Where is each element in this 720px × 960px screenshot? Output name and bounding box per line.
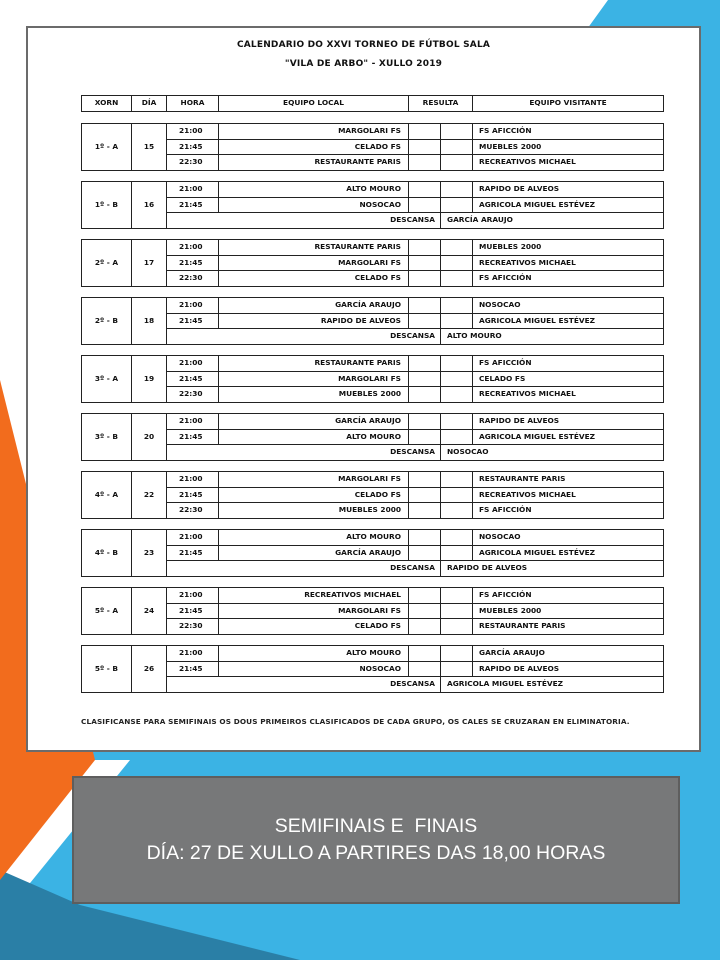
away-team: AGRICOLA MIGUEL ESTÉVEZ <box>473 429 664 445</box>
match-row <box>82 298 664 314</box>
home-score <box>409 356 441 372</box>
home-score <box>409 588 441 604</box>
home-team: ALTO MOURO <box>219 646 409 662</box>
away-team: CELADO FS <box>473 371 664 387</box>
round-day: 20 <box>132 414 167 461</box>
match-row <box>82 646 664 662</box>
round-label: 4º - A <box>82 472 132 519</box>
away-team: RECREATIVOS MICHAEL <box>473 255 664 271</box>
match-row <box>82 545 664 561</box>
round-label: 2º - B <box>82 298 132 345</box>
match-row <box>82 240 664 256</box>
round-label: 3º - A <box>82 356 132 403</box>
away-score <box>441 661 473 677</box>
round-table <box>81 645 664 693</box>
rest-row <box>82 329 664 345</box>
rest-team: GARCÍA ARAUJO <box>441 213 664 229</box>
round-label: 4º - B <box>82 530 132 577</box>
home-team: RESTAURANTE PARIS <box>219 240 409 256</box>
away-team: RAPIDO DE ALVEOS <box>473 661 664 677</box>
match-row <box>82 356 664 372</box>
away-score <box>441 240 473 256</box>
away-score <box>441 298 473 314</box>
match-time: 22:30 <box>167 619 219 635</box>
round-day: 26 <box>132 646 167 693</box>
round-label: 3º - B <box>82 414 132 461</box>
home-score <box>409 139 441 155</box>
home-team: ALTO MOURO <box>219 530 409 546</box>
match-time: 21:45 <box>167 139 219 155</box>
match-time: 21:45 <box>167 545 219 561</box>
away-score <box>441 124 473 140</box>
home-team: RAPIDO DE ALVEOS <box>219 313 409 329</box>
document-subtitle: "VILA DE ARBO" - XULLO 2019 <box>284 59 443 69</box>
match-time: 21:00 <box>167 124 219 140</box>
match-time: 21:00 <box>167 414 219 430</box>
match-time: 21:45 <box>167 371 219 387</box>
round-day: 23 <box>132 530 167 577</box>
round-table <box>81 239 664 287</box>
home-team: MUEBLES 2000 <box>219 387 409 403</box>
away-team: MUEBLES 2000 <box>473 603 664 619</box>
away-team: AGRICOLA MIGUEL ESTÉVEZ <box>473 197 664 213</box>
round-table <box>81 181 664 229</box>
round-table <box>81 413 664 461</box>
match-time: 21:00 <box>167 530 219 546</box>
away-score <box>441 646 473 662</box>
match-row <box>82 182 664 198</box>
away-score <box>441 139 473 155</box>
header-local: EQUIPO LOCAL <box>219 96 409 112</box>
home-team: CELADO FS <box>219 619 409 635</box>
home-team: RESTAURANTE PARIS <box>219 155 409 171</box>
round-label: 2º - A <box>82 240 132 287</box>
round-table <box>81 355 664 403</box>
match-time: 21:45 <box>167 313 219 329</box>
match-row <box>82 255 664 271</box>
away-team: RAPIDO DE ALVEOS <box>473 414 664 430</box>
match-row <box>82 503 664 519</box>
home-team: NOSOCAO <box>219 197 409 213</box>
round-table <box>81 587 664 635</box>
round-table <box>81 471 664 519</box>
away-team: AGRICOLA MIGUEL ESTÉVEZ <box>473 313 664 329</box>
away-score <box>441 371 473 387</box>
header-row <box>82 96 664 112</box>
away-score <box>441 387 473 403</box>
match-time: 21:45 <box>167 255 219 271</box>
away-score <box>441 487 473 503</box>
header-dia: DÍA <box>132 96 167 112</box>
rest-team: ALTO MOURO <box>441 329 664 345</box>
away-score <box>441 155 473 171</box>
away-score <box>441 603 473 619</box>
match-row <box>82 371 664 387</box>
match-row <box>82 197 664 213</box>
match-time: 21:45 <box>167 603 219 619</box>
match-row <box>82 313 664 329</box>
away-team: RECREATIVOS MICHAEL <box>473 487 664 503</box>
away-team: NOSOCAO <box>473 298 664 314</box>
match-row <box>82 603 664 619</box>
rest-row <box>82 445 664 461</box>
away-team: MUEBLES 2000 <box>473 240 664 256</box>
home-team: GARCÍA ARAUJO <box>219 414 409 430</box>
home-score <box>409 472 441 488</box>
home-score <box>409 371 441 387</box>
round-label: 1º - A <box>82 124 132 171</box>
rest-label: DESCANSA <box>167 213 441 229</box>
rest-team: AGRICOLA MIGUEL ESTÉVEZ <box>441 677 664 693</box>
home-score <box>409 313 441 329</box>
home-score <box>409 530 441 546</box>
home-team: CELADO FS <box>219 487 409 503</box>
home-team: MARGOLARI FS <box>219 472 409 488</box>
header-visitante: EQUIPO VISITANTE <box>473 96 664 112</box>
match-row <box>82 271 664 287</box>
schedule-document <box>26 26 701 752</box>
home-score <box>409 387 441 403</box>
away-team: RESTAURANTE PARIS <box>473 472 664 488</box>
away-team: FS AFICCIÓN <box>473 503 664 519</box>
rest-label: DESCANSA <box>167 445 441 461</box>
away-score <box>441 503 473 519</box>
away-score <box>441 182 473 198</box>
round-day: 22 <box>132 472 167 519</box>
match-row <box>82 414 664 430</box>
rest-label: DESCANSA <box>167 561 441 577</box>
match-time: 22:30 <box>167 155 219 171</box>
rest-label: DESCANSA <box>167 677 441 693</box>
header-resulta: RESULTA <box>409 96 473 112</box>
round-label: 5º - A <box>82 588 132 635</box>
home-score <box>409 255 441 271</box>
match-row <box>82 661 664 677</box>
match-time: 22:30 <box>167 387 219 403</box>
home-team: CELADO FS <box>219 271 409 287</box>
banner-line-2: DÍA: 27 DE XULLO A PARTIRES DAS 18,00 HORAS <box>146 842 606 864</box>
home-team: ALTO MOURO <box>219 182 409 198</box>
home-team: CELADO FS <box>219 139 409 155</box>
away-team: GARCÍA ARAUJO <box>473 646 664 662</box>
away-team: MUEBLES 2000 <box>473 139 664 155</box>
header-xorn: XORN <box>82 96 132 112</box>
home-score <box>409 503 441 519</box>
finals-banner <box>72 776 680 904</box>
home-score <box>409 182 441 198</box>
home-score <box>409 545 441 561</box>
home-score <box>409 155 441 171</box>
match-row <box>82 619 664 635</box>
home-team: MUEBLES 2000 <box>219 503 409 519</box>
match-row <box>82 429 664 445</box>
round-table <box>81 123 664 171</box>
away-score <box>441 356 473 372</box>
match-time: 21:00 <box>167 240 219 256</box>
match-time: 21:45 <box>167 197 219 213</box>
match-time: 21:00 <box>167 472 219 488</box>
away-team: RAPIDO DE ALVEOS <box>473 182 664 198</box>
away-score <box>441 271 473 287</box>
match-time: 22:30 <box>167 271 219 287</box>
home-team: RECREATIVOS MICHAEL <box>219 588 409 604</box>
home-team: ALTO MOURO <box>219 429 409 445</box>
match-row <box>82 155 664 171</box>
home-score <box>409 487 441 503</box>
rest-team: NOSOCAO <box>441 445 664 461</box>
home-team: GARCÍA ARAUJO <box>219 298 409 314</box>
away-score <box>441 429 473 445</box>
banner-line-1: SEMIFINAIS E FINAIS <box>274 815 478 837</box>
rest-row <box>82 213 664 229</box>
away-score <box>441 414 473 430</box>
match-time: 21:00 <box>167 182 219 198</box>
round-day: 18 <box>132 298 167 345</box>
match-time: 21:00 <box>167 298 219 314</box>
rest-team: RAPIDO DE ALVEOS <box>441 561 664 577</box>
home-score <box>409 414 441 430</box>
round-label: 1º - B <box>82 182 132 229</box>
round-table <box>81 297 664 345</box>
header-hora: HORA <box>167 96 219 112</box>
match-time: 21:45 <box>167 487 219 503</box>
home-team: MARGOLARI FS <box>219 124 409 140</box>
match-time: 21:00 <box>167 646 219 662</box>
round-day: 16 <box>132 182 167 229</box>
header-table <box>81 95 664 112</box>
round-day: 15 <box>132 124 167 171</box>
match-row <box>82 588 664 604</box>
match-row <box>82 139 664 155</box>
away-team: FS AFICCIÓN <box>473 588 664 604</box>
away-team: FS AFICCIÓN <box>473 356 664 372</box>
home-team: MARGOLARI FS <box>219 255 409 271</box>
away-score <box>441 472 473 488</box>
rest-row <box>82 677 664 693</box>
home-score <box>409 661 441 677</box>
away-team: AGRICOLA MIGUEL ESTÉVEZ <box>473 545 664 561</box>
home-team: GARCÍA ARAUJO <box>219 545 409 561</box>
match-time: 21:45 <box>167 429 219 445</box>
home-score <box>409 298 441 314</box>
home-score <box>409 646 441 662</box>
rest-row <box>82 561 664 577</box>
round-label: 5º - B <box>82 646 132 693</box>
round-table <box>81 529 664 577</box>
away-score <box>441 588 473 604</box>
away-score <box>441 545 473 561</box>
away-score <box>441 197 473 213</box>
round-day: 17 <box>132 240 167 287</box>
away-team: RECREATIVOS MICHAEL <box>473 155 664 171</box>
away-score <box>441 255 473 271</box>
home-score <box>409 619 441 635</box>
away-team: FS AFICCIÓN <box>473 271 664 287</box>
home-score <box>409 197 441 213</box>
match-row <box>82 487 664 503</box>
home-score <box>409 603 441 619</box>
match-time: 22:30 <box>167 503 219 519</box>
home-score <box>409 429 441 445</box>
home-team: NOSOCAO <box>219 661 409 677</box>
away-team: NOSOCAO <box>473 530 664 546</box>
match-time: 21:00 <box>167 356 219 372</box>
match-time: 21:45 <box>167 661 219 677</box>
home-score <box>409 240 441 256</box>
footnote: CLASIFICANSE PARA SEMIFINAIS OS DOUS PRIMEIROS CLASIFICADOS DE CADA GRUPO, OS CALES SE CRUZARAN EN ELIMINATORIA. <box>81 717 630 726</box>
home-score <box>409 271 441 287</box>
match-time: 21:00 <box>167 588 219 604</box>
home-team: MARGOLARI FS <box>219 371 409 387</box>
match-row <box>82 387 664 403</box>
away-team: FS AFICCIÓN <box>473 124 664 140</box>
away-team: RESTAURANTE PARIS <box>473 619 664 635</box>
home-team: MARGOLARI FS <box>219 603 409 619</box>
away-score <box>441 619 473 635</box>
round-day: 19 <box>132 356 167 403</box>
home-score <box>409 124 441 140</box>
away-score <box>441 313 473 329</box>
match-row <box>82 472 664 488</box>
rest-label: DESCANSA <box>167 329 441 345</box>
match-row <box>82 530 664 546</box>
home-team: RESTAURANTE PARIS <box>219 356 409 372</box>
match-row <box>82 124 664 140</box>
away-score <box>441 530 473 546</box>
document-title: CALENDARIO DO XXVI TORNEO DE FÚTBOL SALA <box>236 40 491 50</box>
round-day: 24 <box>132 588 167 635</box>
away-team: RECREATIVOS MICHAEL <box>473 387 664 403</box>
